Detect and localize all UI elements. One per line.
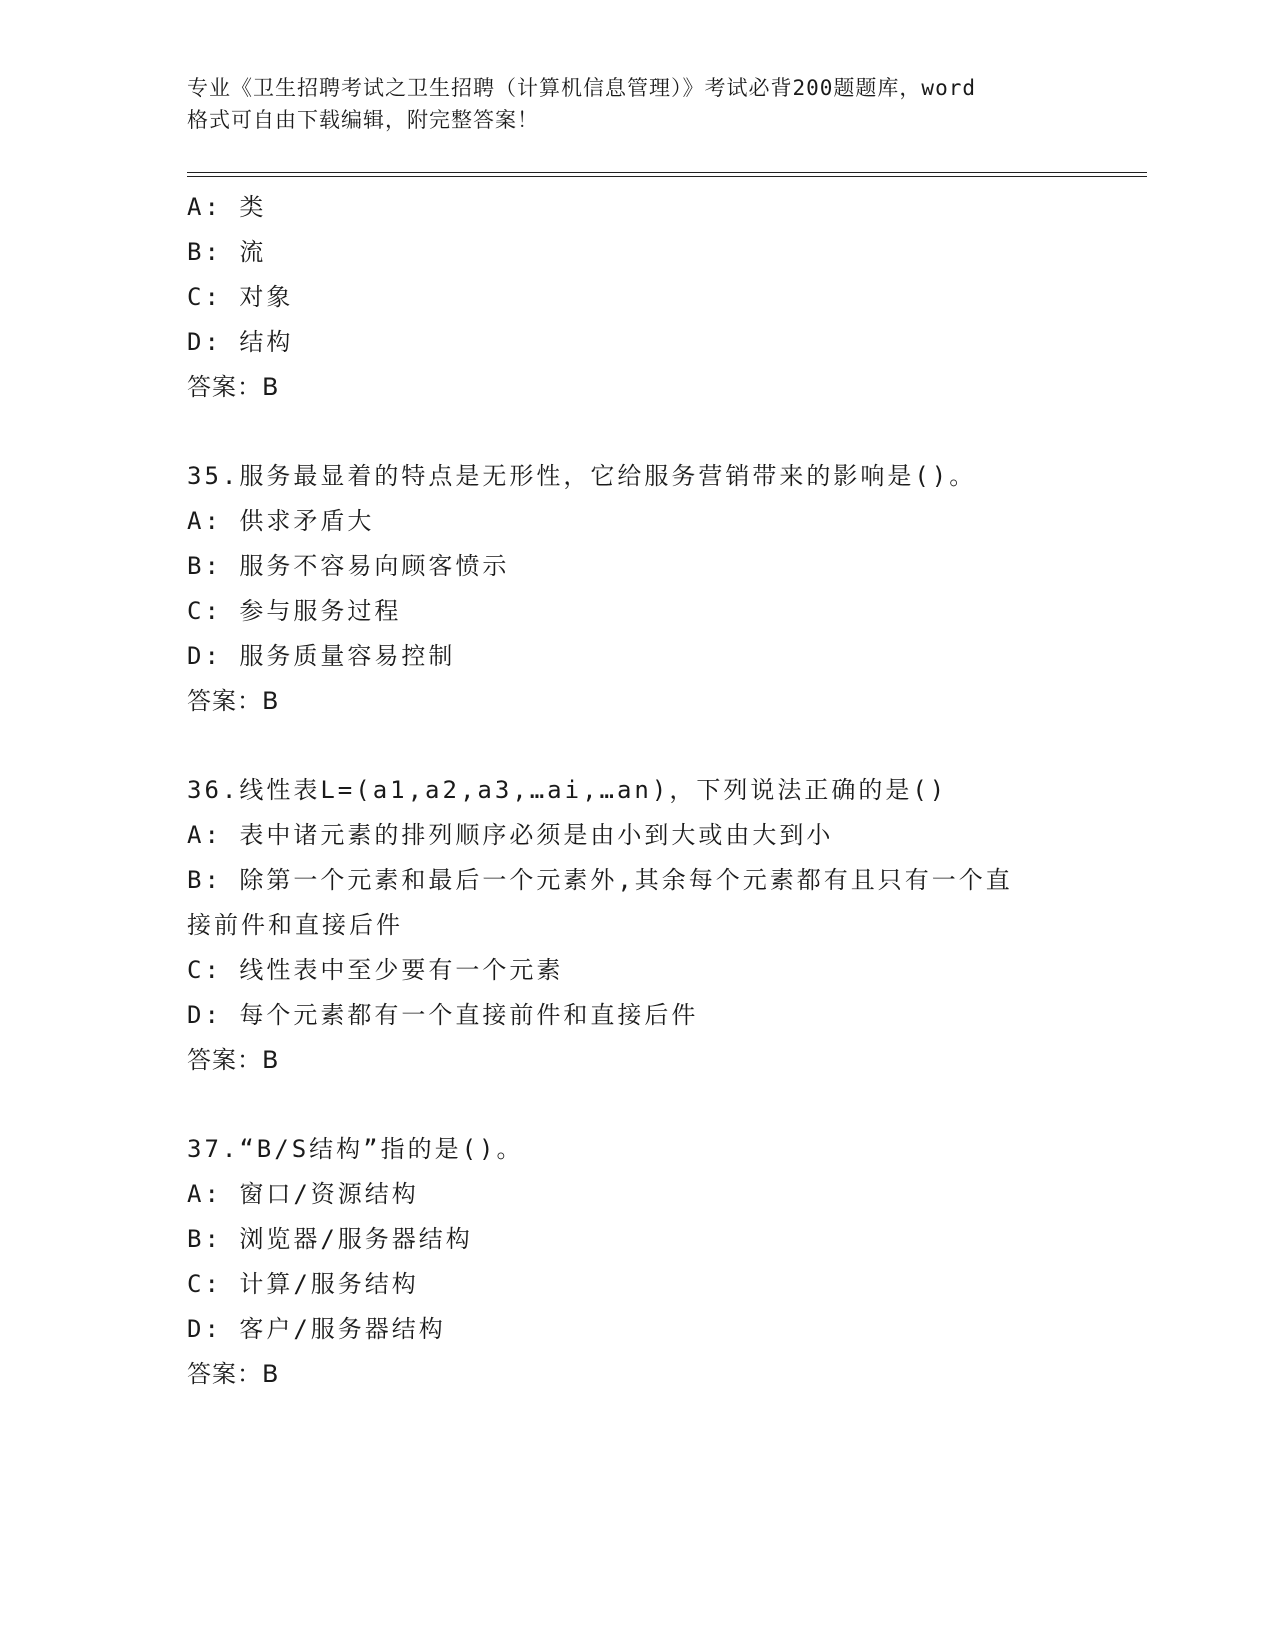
option-d: D: 结构	[187, 328, 294, 356]
question-block-34	[187, 185, 1147, 410]
option-d: D: 客户/服务器结构	[187, 1315, 446, 1343]
document-page	[187, 72, 1147, 1397]
option-d: D: 服务质量容易控制	[187, 642, 456, 670]
option-c: C: 线性表中至少要有一个元素	[187, 956, 564, 984]
answer-label: 答案：B	[187, 1046, 280, 1074]
option-c: C: 计算/服务结构	[187, 1270, 419, 1298]
option-b: B: 流	[187, 238, 267, 266]
option-c: C: 对象	[187, 283, 294, 311]
option-d: D: 每个元素都有一个直接前件和直接后件	[187, 1001, 699, 1029]
option-b-continuation: 接前件和直接后件	[187, 911, 403, 939]
option-a: A: 供求矛盾大	[187, 507, 375, 535]
header-double-rule	[187, 172, 1147, 177]
question-block-35	[187, 454, 1147, 724]
option-a: A: 窗口/资源结构	[187, 1180, 419, 1208]
answer-label: 答案：B	[187, 373, 280, 401]
option-b: B: 浏览器/服务器结构	[187, 1225, 473, 1253]
option-a: A: 类	[187, 193, 267, 221]
question-block-36	[187, 768, 1147, 1083]
question-text: 35.服务最显着的特点是无形性，它给服务营销带来的影响是()。	[187, 462, 977, 490]
document-header-line-1: 专业《卫生招聘考试之卫生招聘（计算机信息管理）》考试必背200题题库，word	[187, 76, 976, 100]
question-text: 37.“B/S结构”指的是()。	[187, 1135, 524, 1163]
question-block-37	[187, 1127, 1147, 1397]
document-header-line-2: 格式可自由下载编辑，附完整答案！	[187, 108, 539, 132]
option-b: B: 除第一个元素和最后一个元素外,其余每个元素都有且只有一个直	[187, 866, 1013, 894]
option-b: B: 服务不容易向顾客愤示	[187, 552, 510, 580]
option-c: C: 参与服务过程	[187, 597, 402, 625]
option-a: A: 表中诸元素的排列顺序必须是由小到大或由大到小	[187, 821, 834, 849]
answer-label: 答案：B	[187, 687, 280, 715]
answer-label: 答案：B	[187, 1360, 280, 1388]
question-text: 36.线性表L=(a1,a2,a3,…ai,…an)，下列说法正确的是()	[187, 776, 948, 804]
